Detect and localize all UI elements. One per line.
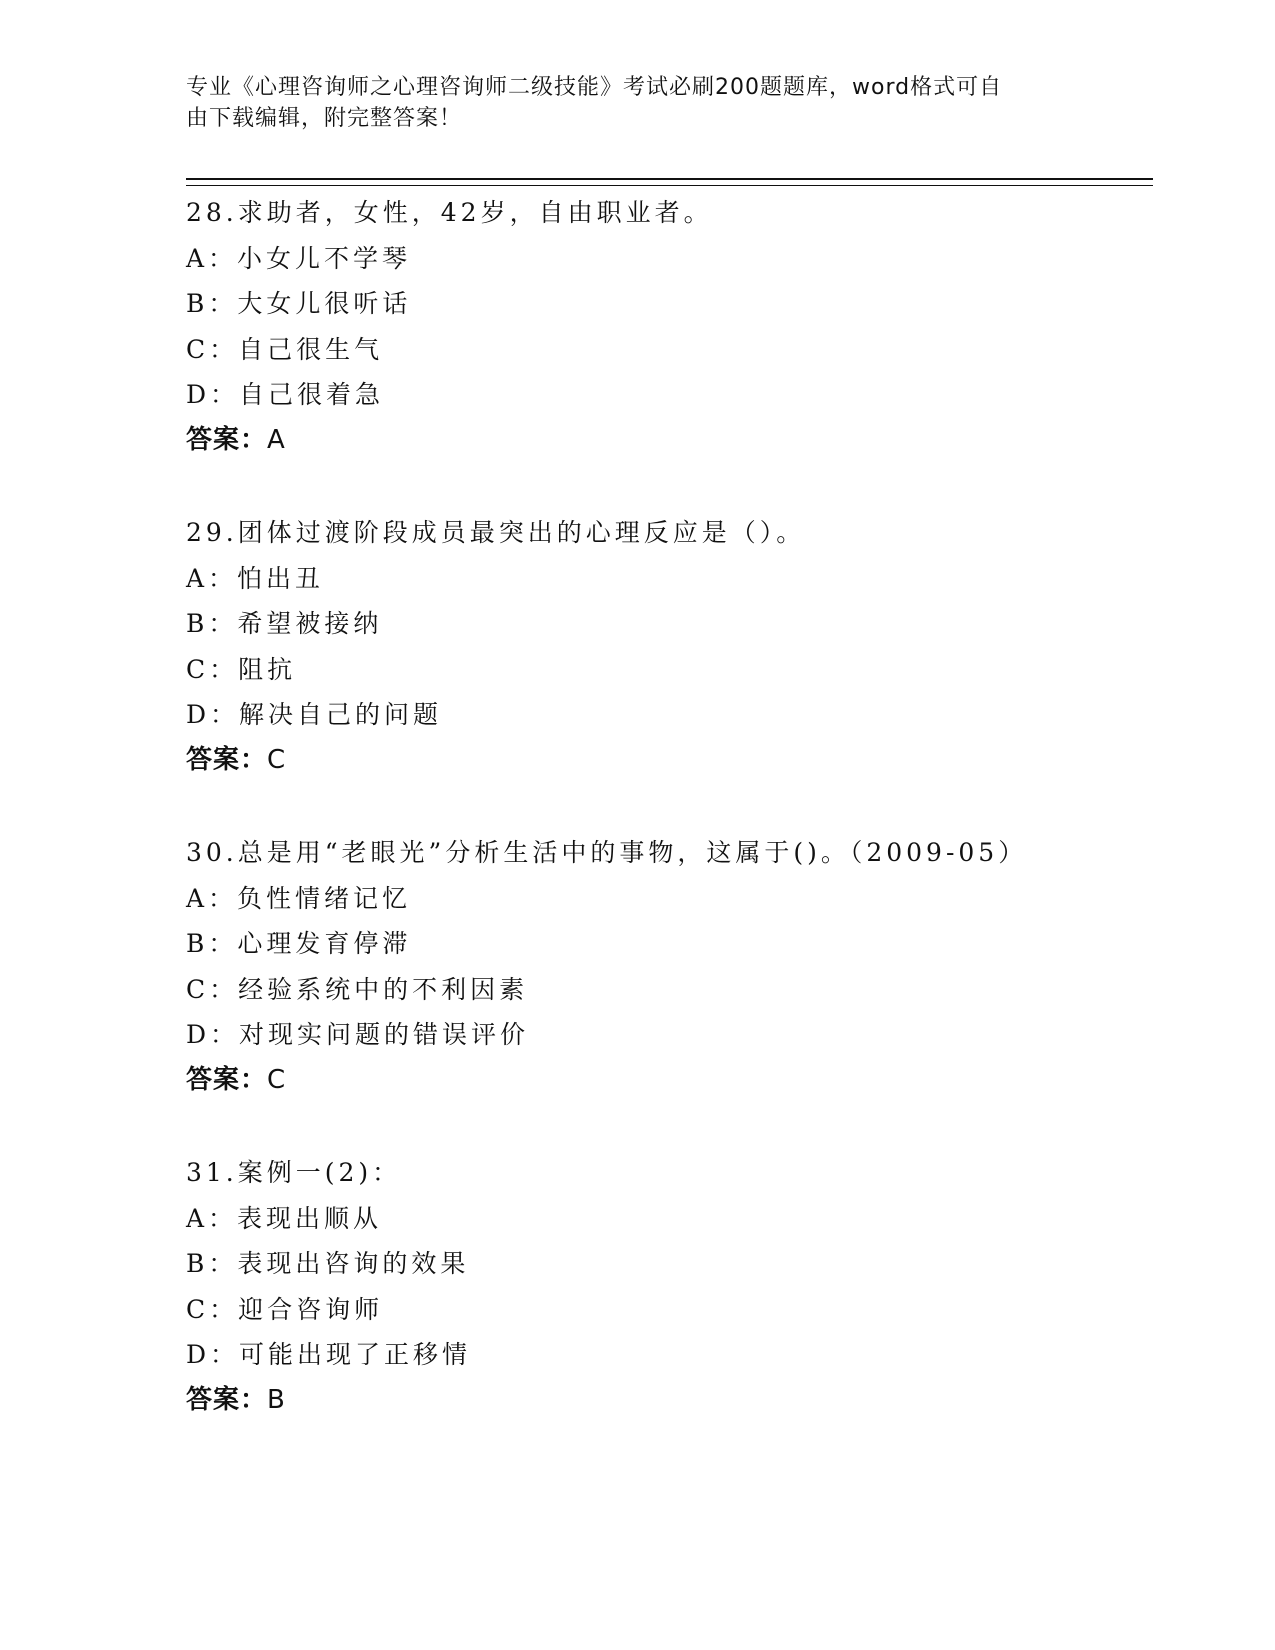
question-stem: 30.总是用“老眼光”分析生活中的事物，这属于()。（2009-05） xyxy=(186,838,1028,867)
option-b: B：大女儿很听话 xyxy=(186,289,412,318)
option-d: D：自己很着急 xyxy=(186,380,385,409)
answer-value: A xyxy=(267,424,286,455)
document-header xyxy=(186,72,1066,134)
option-a: A：怕出丑 xyxy=(186,563,325,593)
question-30 xyxy=(186,830,1146,1103)
option-c: C：经验系统中的不利因素 xyxy=(186,974,529,1004)
option-b: B：心理发育停滞 xyxy=(186,929,412,958)
answer-label: 答案： xyxy=(186,1064,268,1095)
question-stem: 31.案例一(2)： xyxy=(186,1158,402,1187)
answer-value: C xyxy=(267,1064,287,1095)
option-d: D：可能出现了正移情 xyxy=(186,1340,472,1369)
option-c: C：自己很生气 xyxy=(186,334,384,364)
header-divider xyxy=(186,178,1153,186)
answer-line xyxy=(186,418,1146,464)
option-d: D：解决自己的问题 xyxy=(186,700,443,729)
option-c: C：迎合咨询师 xyxy=(186,1294,384,1324)
answer-line xyxy=(186,1058,1146,1104)
question-31 xyxy=(186,1150,1146,1423)
answer-label: 答案： xyxy=(186,424,268,455)
header-line-2: 由下载编辑，附完整答案！ xyxy=(186,106,463,131)
question-29 xyxy=(186,510,1146,783)
header-line-1: 专业《心理咨询师之心理咨询师二级技能》考试必刷200题题库，word格式可自 xyxy=(186,75,1003,100)
question-stem: 28.求助者，女性，42岁，自由职业者。 xyxy=(186,198,713,227)
question-list xyxy=(186,190,1146,1470)
option-c: C：阻抗 xyxy=(186,654,297,684)
answer-line xyxy=(186,738,1146,784)
option-a: A：小女儿不学琴 xyxy=(186,243,412,273)
answer-value: B xyxy=(267,1384,286,1415)
answer-label: 答案： xyxy=(186,744,268,775)
option-a: A：负性情绪记忆 xyxy=(186,883,412,913)
option-a: A：表现出顺从 xyxy=(186,1203,383,1233)
question-stem: 29.团体过渡阶段成员最突出的心理反应是（）。 xyxy=(186,518,806,547)
question-28 xyxy=(186,190,1146,463)
answer-value: C xyxy=(267,744,287,775)
option-b: B：希望被接纳 xyxy=(186,609,383,638)
answer-label: 答案： xyxy=(186,1384,268,1415)
option-d: D：对现实问题的错误评价 xyxy=(186,1020,530,1049)
option-b: B：表现出咨询的效果 xyxy=(186,1249,470,1278)
answer-line xyxy=(186,1378,1146,1424)
